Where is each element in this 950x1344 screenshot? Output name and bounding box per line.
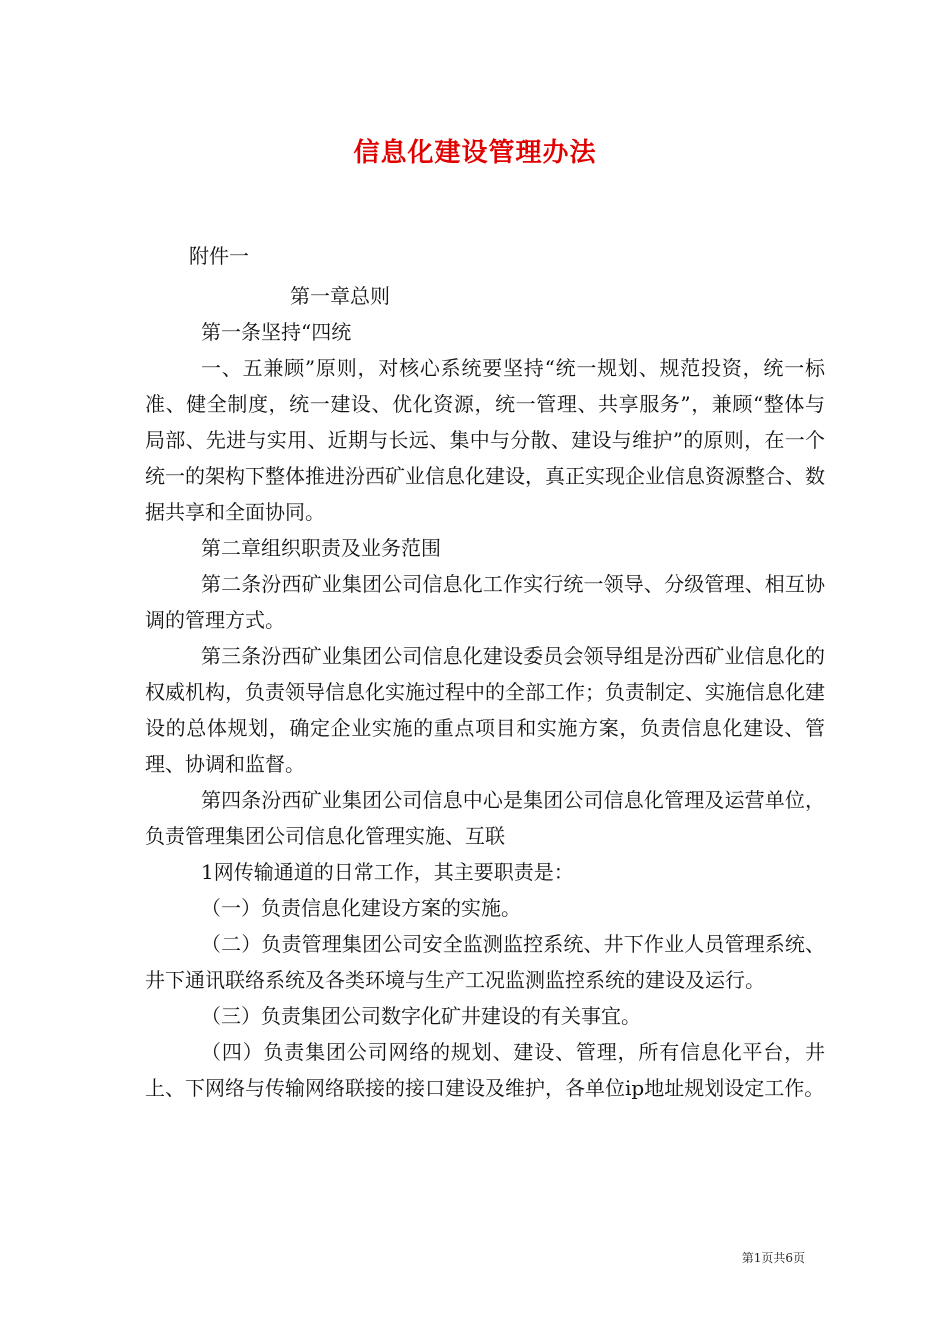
attachment-label: 附件一 [189, 244, 249, 268]
document-body [145, 238, 825, 1106]
article-2: 第二条汾西矿业集团公司信息化工作实行统一领导、分级管理、相互协调的管理方式。 [145, 572, 825, 632]
article-1-heading: 第一条坚持“四统 [201, 320, 352, 344]
article-4-continued: 1网传输通道的日常工作，其主要职责是： [201, 860, 574, 884]
chapter-2-heading: 第二章组织职责及业务范围 [201, 536, 441, 560]
chapter-1-heading: 第一章总则 [290, 284, 390, 308]
page-number-footer: 第1页共6页 [741, 1251, 805, 1265]
duty-item-3: （三）负责集团公司数字化矿井建设的有关事宜。 [201, 1004, 641, 1028]
duty-item-1: （一）负责信息化建设方案的实施。 [201, 896, 521, 920]
article-3: 第三条汾西矿业集团公司信息化建设委员会领导组是汾西矿业信息化的权威机构，负责领导信息化实施过程中的全部工作；负责制定、实施信息化建设的总体规划，确定企业实施的重点项目和实施方案，负责信息化建设、管理、协调和监督。 [145, 644, 825, 776]
article-1-body: 一、五兼顾”原则，对核心系统要坚持“统一规划、规范投资，统一标准、健全制度，统一建设、优化资源，统一管理、共享服务”，兼顾“整体与局部、先进与实用、近期与长远、集中与分散、建设与维护”的原则，在一个统一的架构下整体推进汾西矿业信息化建设，真正实现企业信息资源整合、数据共享和全面协同。 [145, 356, 825, 524]
duty-item-4: （四）负责集团公司网络的规划、建设、管理，所有信息化平台，井上、下网络与传输网络联接的接口建设及维护，各单位ip地址规划设定工作。 [145, 1040, 825, 1100]
document-title: 信息化建设管理办法 [353, 138, 597, 168]
article-4: 第四条汾西矿业集团公司信息中心是集团公司信息化管理及运营单位，负责管理集团公司信息化管理实施、互联 [145, 788, 825, 848]
duty-item-2: （二）负责管理集团公司安全监测监控系统、井下作业人员管理系统、井下通讯联络系统及各类环境与生产工况监测监控系统的建设及运行。 [145, 932, 825, 992]
